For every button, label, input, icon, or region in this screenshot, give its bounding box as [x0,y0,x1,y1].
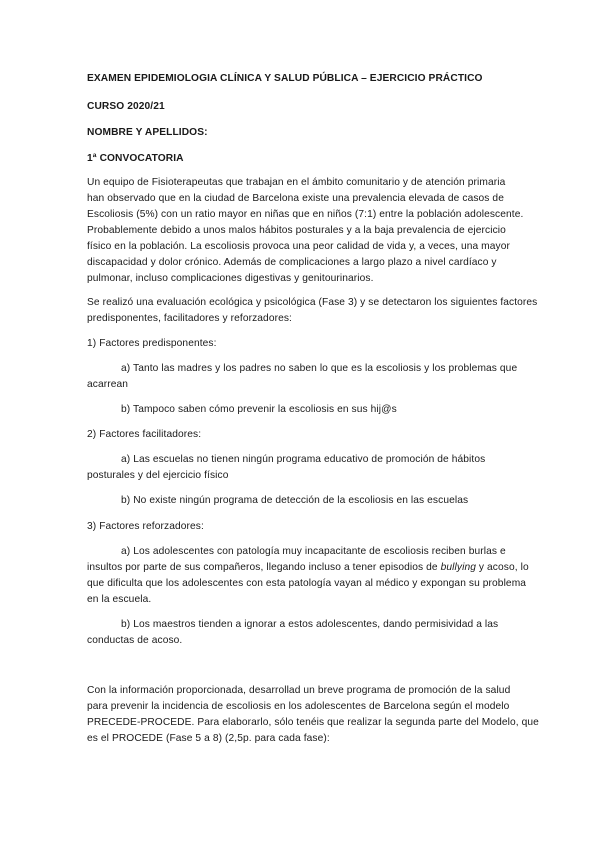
predisposing-item-a-cont: acarrean [87,379,129,390]
call-label: 1ª CONVOCATORIA [87,153,184,164]
course-label: CURSO 2020/21 [87,101,165,112]
task-line: Con la información proporcionada, desarrollad un breve programa de promoción de la salud [87,685,511,696]
intro-line: físico en la población. La escoliosis provoca una peor calidad de vida y, a veces, una mayor [87,241,510,252]
predisposing-item-b: b) Tampoco saben cómo prevenir la escoliosis en sus hij@s [121,404,397,415]
evaluation-line: Se realizó una evaluación ecológica y psicológica (Fase 3) y se detectaron los siguientes factores [87,297,538,308]
reinforcing-item-a: a) Los adolescentes con patología muy incapacitante de escoliosis reciben burlas e [121,546,506,557]
intro-line: Escoliosis (5%) con un ratio mayor en niñas que en niños (7:1) entre la población adolescente. [87,209,524,220]
intro-line: han observado que en la ciudad de Barcelona existe una prevalencia elevada de casos de [87,193,504,204]
reinforcing-item-a-cont: en la escuela. [87,594,152,605]
intro-line: discapacidad y dolor crónico. Además de complicaciones a largo plazo a nivel cardíaco y [87,257,497,268]
enabling-heading: 2) Factores facilitadores: [87,429,202,440]
emphasis-bullying: bullying [440,562,476,573]
name-field-label: NOMBRE Y APELLIDOS: [87,127,208,138]
reinforcing-item-b: b) Los maestros tienden a ignorar a estos adolescentes, dando permisividad a las [121,619,499,630]
enabling-item-a: a) Las escuelas no tienen ningún programa educativo de promoción de hábitos [121,454,486,465]
task-line: PRECEDE-PROCEDE. Para elaborarlo, sólo tenéis que realizar la segunda parte del Modelo, que [87,717,539,728]
predisposing-heading: 1) Factores predisponentes: [87,338,217,349]
text-segment: y acoso, lo [475,562,529,573]
reinforcing-heading: 3) Factores reforzadores: [87,521,204,532]
text-segment: insultos por parte de sus compañeros, llegando incluso a tener episodios de [87,562,441,573]
reinforcing-item-a-cont: que dificulta que los adolescentes con esta patología vayan al médico y expongan su problema [87,578,527,589]
intro-line: Probablemente debido a unos malos hábitos posturales y a la baja prevalencia de ejercicio [87,225,506,236]
task-line: para prevenir la incidencia de escoliosis en los adolescentes de Barcelona según el modelo [87,701,510,712]
predisposing-item-a: a) Tanto las madres y los padres no saben lo que es la escoliosis y los problemas que [121,363,518,374]
intro-line: Un equipo de Fisioterapeutas que trabajan en el ámbito comunitario y de atención primaria [87,177,506,188]
reinforcing-item-b-cont: conductas de acoso. [87,635,183,646]
intro-line: pulmonar, incluso complicaciones digestivas y genitourinarios. [87,273,374,284]
enabling-item-a-cont: posturales y del ejercicio físico [87,470,229,481]
reinforcing-item-a-cont [87,561,529,574]
enabling-item-b: b) No existe ningún programa de detección de la escoliosis en las escuelas [121,495,469,506]
exam-title: EXAMEN EPIDEMIOLOGIA CLÍNICA Y SALUD PÚBLICA – EJERCICIO PRÁCTICO [87,73,483,84]
evaluation-line: predisponentes, facilitadores y reforzadores: [87,313,292,324]
task-line: es el PROCEDE (Fase 5 a 8) (2,5p. para cada fase): [87,733,330,744]
